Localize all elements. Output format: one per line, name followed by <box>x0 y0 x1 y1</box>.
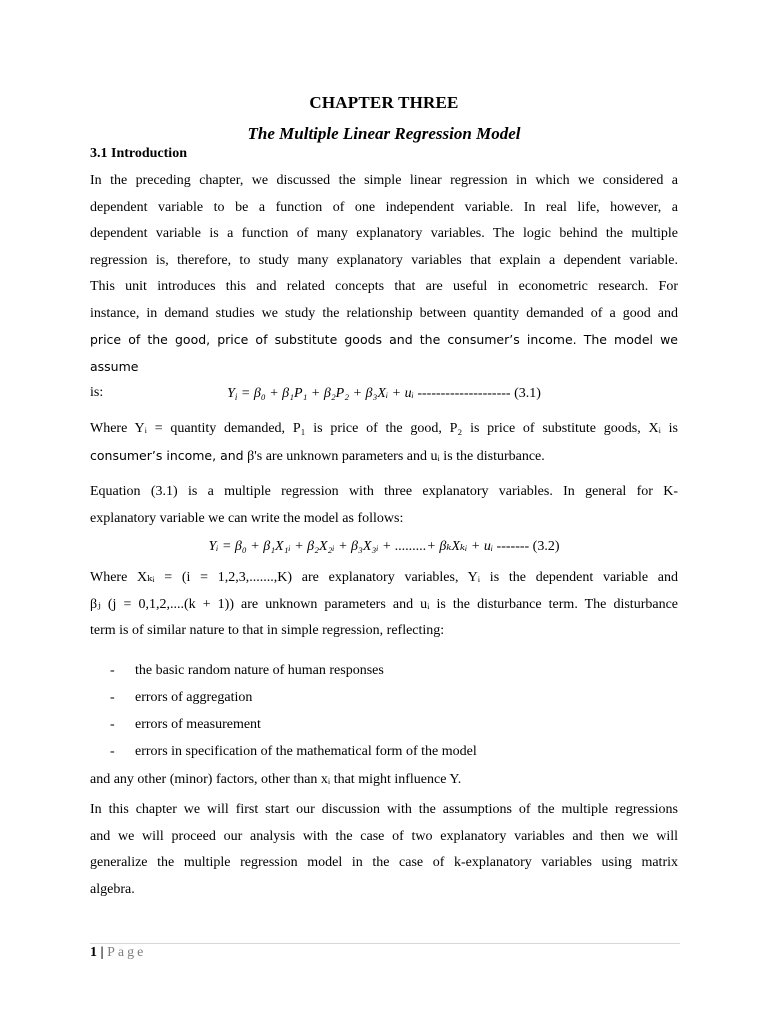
list-item-text: errors of aggregation <box>135 690 253 705</box>
paragraph-line: In this chapter we will first start our discussion with the assumptions of the multiple regressions <box>90 802 678 817</box>
where-line: βⱼ (j = 0,1,2,....(k + 1)) are unknown parameters and uᵢ is the disturbance term. The disturbance <box>90 596 678 612</box>
intro-line: instance, in demand studies we study the relationship between quantity demanded of a good and <box>90 305 678 321</box>
intro-line: dependent variable to be a function of one independent variable. In real life, however, a <box>90 199 678 215</box>
equation-3-1: $Y_i = \beta_0 + \beta_1P_1 + \beta_2P_2$ + β₃Xᵢ + uᵢ -------------------- (3.1) <box>227 386 541 402</box>
intro-line: is: <box>90 385 104 400</box>
page-footer <box>90 945 146 961</box>
equation-tag: ------- (3.2) <box>496 539 560 554</box>
list-item-text: the basic random nature of human responses <box>135 663 384 678</box>
paragraph-line: Equation (3.1) is a multiple regression with three explanatory variables. In general for K- <box>90 484 678 499</box>
chapter-title: CHAPTER THREE <box>309 93 459 112</box>
list-item: - errors in specification of the mathematical form of the model <box>110 738 477 765</box>
after-list-text <box>90 767 678 794</box>
where-line-sans: consumer’s income, and <box>90 447 244 463</box>
equation-lhs: Y <box>227 386 235 401</box>
where-line: Where Yᵢ = quantity demanded, P₁ is price of the good, P₂ is price of substitute goods, Xᵢ is <box>90 421 678 436</box>
equation-body: Yᵢ = β₀ + β₁X₁ᵢ + β₂X₂ᵢ + β₃X₃ᵢ + .........+ βₖXₖᵢ + uᵢ <box>208 539 494 554</box>
equation-paragraph <box>90 479 678 532</box>
intro-line: dependent variable is a function of many explanatory variables. The logic behind the multiple <box>90 226 678 241</box>
paragraph-line: and we will proceed our analysis with the case of two explanatory variables and then we will <box>90 828 678 844</box>
paragraph-line: and any other (minor) factors, other than xᵢ that might influence Y. <box>90 772 462 787</box>
paragraph-line: generalize the multiple regression model in the case of k-explanatory variables using matrix <box>90 855 678 870</box>
intro-line: This unit introduces this and related concepts that are useful in econometric research. For <box>90 279 678 294</box>
page-number: 1 <box>90 945 97 960</box>
chapter-subtitle: The Multiple Linear Regression Model <box>247 124 521 143</box>
where-paragraph-1 <box>90 416 678 470</box>
paragraph-line: explanatory variable we can write the model as follows: <box>90 510 404 526</box>
closing-paragraph <box>90 797 678 903</box>
equation-tag: -------------------- (3.1) <box>417 386 541 401</box>
intro-line: In the preceding chapter, we discussed the simple linear regression in which we considered a <box>90 173 678 188</box>
equation-3-2 <box>0 538 768 555</box>
list-item-text: errors of measurement <box>135 717 261 732</box>
where-line: term is of similar nature to that in simple regression, reflecting: <box>90 623 445 638</box>
where-line: β's are unknown parameters and uᵢ is the disturbance. <box>243 448 545 464</box>
list-item: - errors of measurement <box>110 711 477 738</box>
intro-line: regression is, therefore, to study many explanatory variables that explain a dependent variable. <box>90 252 678 268</box>
where-paragraph-2 <box>90 565 678 645</box>
intro-line: price of the good, price of substitute goods and the consumer’s income. The model we assume <box>90 332 678 374</box>
reflecting-list <box>110 657 477 765</box>
list-item: - errors of aggregation <box>110 684 477 711</box>
section-heading: 3.1 Introduction <box>90 146 187 161</box>
footer-divider <box>90 943 680 944</box>
where-line: Where Xₖᵢ = (i = 1,2,3,.......,K) are explanatory variables, Yᵢ is the dependent variable and <box>90 570 678 585</box>
list-item-text: errors in specification of the mathematical form of the model <box>135 744 477 759</box>
list-item: - the basic random nature of human responses <box>110 657 477 684</box>
paragraph-line: algebra. <box>90 881 135 897</box>
equation-rhs: = β₀ + β₁P₁ + β₂P₂ + β₃Xᵢ + uᵢ <box>240 386 414 401</box>
intro-paragraph <box>90 168 678 407</box>
page-label: Page <box>107 945 147 960</box>
page-separator: | <box>97 945 108 960</box>
